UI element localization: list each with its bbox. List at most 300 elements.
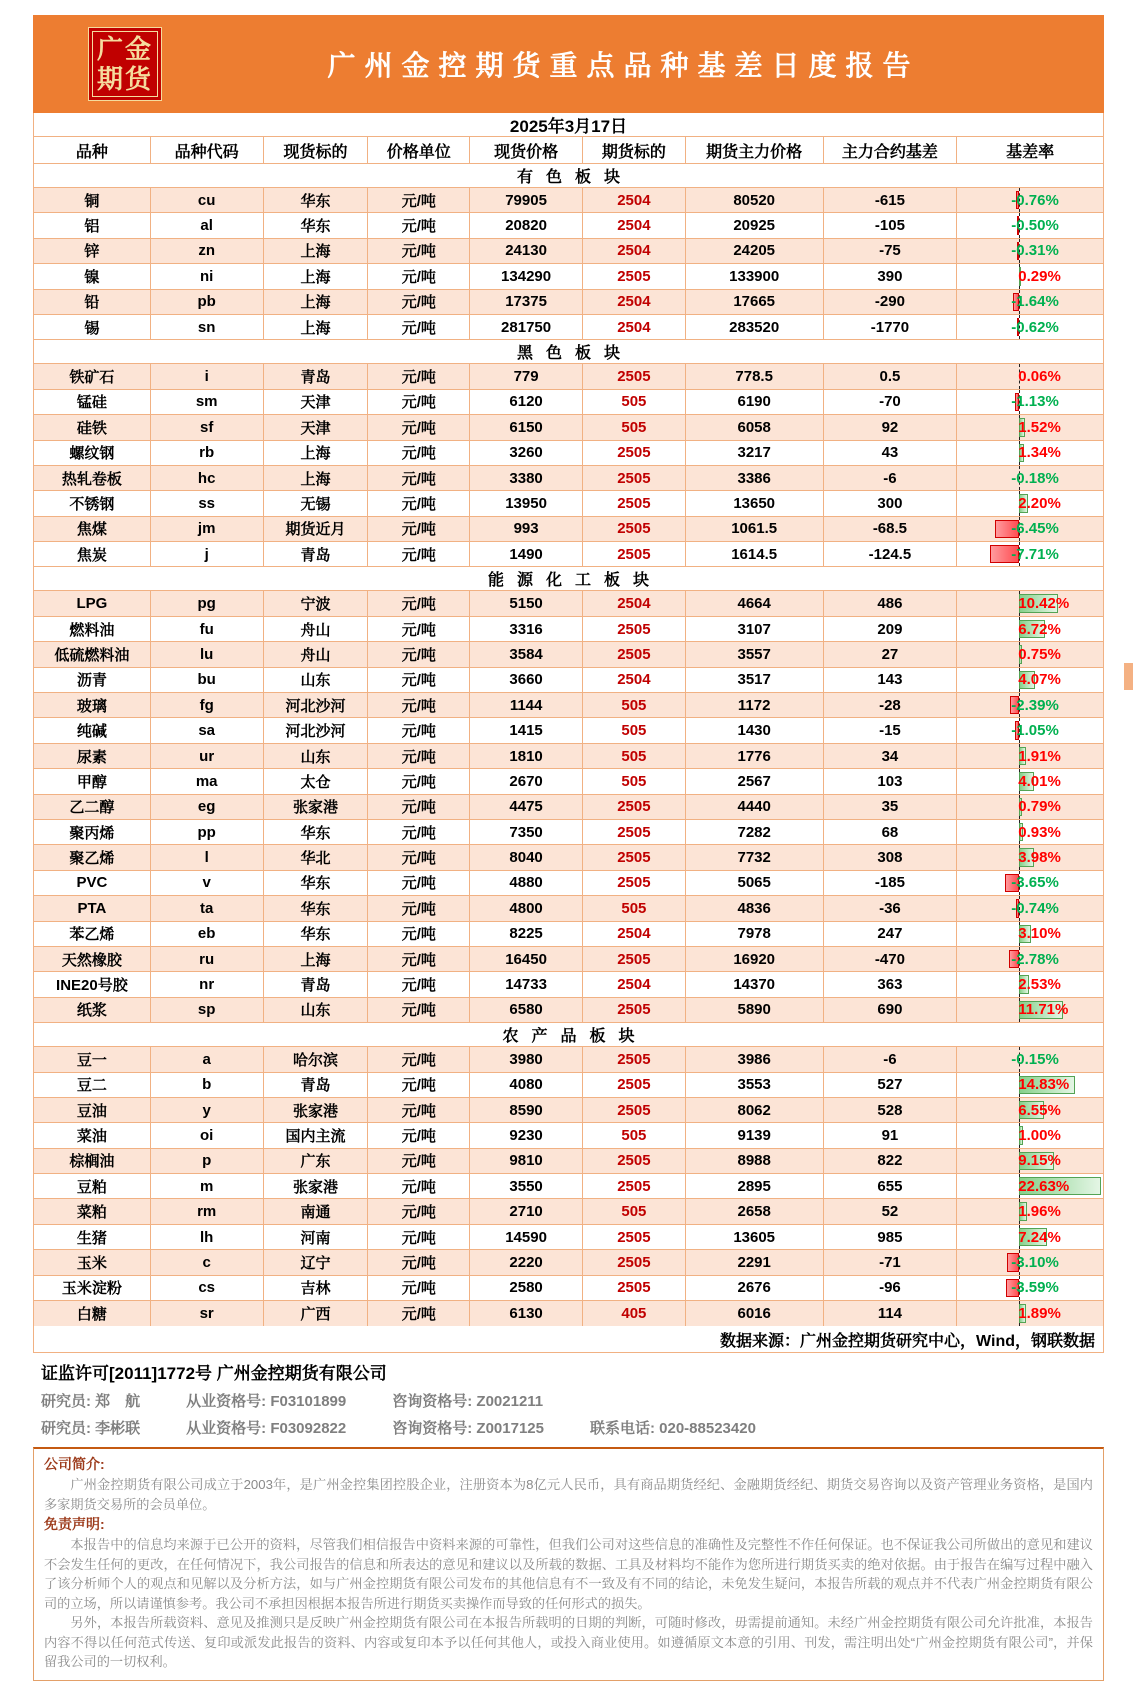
cell-unit: 元/吨 — [368, 1276, 470, 1300]
cell-futures-price: 133900 — [686, 264, 824, 288]
cell-code: l — [151, 845, 264, 869]
cell-futures-target: 2504 — [583, 188, 686, 212]
cell-unit: 元/吨 — [368, 1225, 470, 1249]
cell-basis: 143 — [824, 668, 958, 692]
cell-futures-target: 2505 — [583, 998, 686, 1022]
cell-basis: 68 — [824, 820, 958, 844]
cell-futures-target: 2505 — [583, 364, 686, 388]
basis-rate-value: -2.39% — [1011, 696, 1059, 714]
cell-variety: 聚丙烯 — [34, 820, 151, 844]
cell-spot-price: 24130 — [470, 239, 583, 263]
researcher-name: 研究员: 李彬联 — [41, 1420, 141, 1438]
cell-spot-price: 281750 — [470, 315, 583, 339]
cell-code: rb — [151, 441, 264, 465]
basis-rate-value: 11.71% — [1018, 1001, 1069, 1019]
cell-basis-rate — [957, 315, 1103, 339]
cell-spot-target: 上海 — [264, 290, 369, 314]
cell-basis-rate — [957, 896, 1103, 920]
cell-basis-rate — [957, 517, 1103, 541]
cell-spot-price: 3380 — [470, 466, 583, 490]
cell-unit: 元/吨 — [368, 290, 470, 314]
cell-futures-target: 505 — [583, 769, 686, 793]
cell-futures-price: 2567 — [686, 769, 824, 793]
cell-basis-rate — [957, 1199, 1103, 1223]
cell-spot-price: 1490 — [470, 542, 583, 566]
cell-unit: 元/吨 — [368, 415, 470, 439]
cell-basis-rate — [957, 415, 1103, 439]
col-header-basis-rate: 基差率 — [1006, 143, 1055, 161]
basis-rate-value: -2.78% — [1011, 950, 1059, 968]
cell-variety: 苯乙烯 — [34, 922, 151, 946]
table-row — [34, 795, 1103, 820]
cell-spot-target: 华东 — [264, 820, 369, 844]
cell-spot-target: 国内主流 — [264, 1123, 369, 1147]
cell-futures-target: 2504 — [583, 668, 686, 692]
cell-basis: 390 — [824, 264, 958, 288]
cell-basis: -470 — [824, 947, 958, 971]
cell-futures-price: 3217 — [686, 441, 824, 465]
cell-basis: -15 — [824, 718, 958, 742]
cell-spot-price: 3260 — [470, 441, 583, 465]
cell-basis: 300 — [824, 491, 958, 515]
basis-rate-value: 22.63% — [1018, 1177, 1070, 1195]
cell-code: p — [151, 1149, 264, 1173]
basis-rate-value: 0.29% — [1018, 267, 1061, 285]
cell-unit: 元/吨 — [368, 795, 470, 819]
cell-variety: 豆油 — [34, 1098, 151, 1122]
cell-unit: 元/吨 — [368, 998, 470, 1022]
cell-code: al — [151, 213, 264, 237]
cell-basis-rate — [957, 290, 1103, 314]
section-header-row — [34, 567, 1103, 591]
cell-futures-target: 2505 — [583, 542, 686, 566]
cell-code: v — [151, 871, 264, 895]
cell-unit: 元/吨 — [368, 390, 470, 414]
cell-spot-price: 2670 — [470, 769, 583, 793]
cell-spot-price: 14733 — [470, 972, 583, 996]
basis-rate-value: 2.20% — [1018, 494, 1061, 512]
cell-basis-rate — [957, 947, 1103, 971]
cell-futures-price: 4664 — [686, 591, 824, 615]
basis-rate-value: -0.76% — [1011, 191, 1059, 209]
basis-rate-value: 4.07% — [1018, 671, 1061, 689]
basis-rate-value: -0.50% — [1011, 217, 1059, 235]
legal-section — [33, 1447, 1104, 1681]
cell-spot-target: 山东 — [264, 744, 369, 768]
cell-futures-price: 2895 — [686, 1174, 824, 1198]
cell-code: ma — [151, 769, 264, 793]
cell-variety: 白糖 — [34, 1301, 151, 1326]
cell-basis-rate — [957, 1073, 1103, 1097]
cell-basis: 92 — [824, 415, 958, 439]
table-row — [34, 364, 1103, 389]
cell-basis-rate — [957, 1047, 1103, 1071]
cell-futures-target: 2504 — [583, 213, 686, 237]
cell-code: eg — [151, 795, 264, 819]
cell-basis: 655 — [824, 1174, 958, 1198]
cell-variety: 镍 — [34, 264, 151, 288]
cell-basis: -96 — [824, 1276, 958, 1300]
basis-rate-value: 4.01% — [1018, 772, 1061, 790]
cell-unit: 元/吨 — [368, 213, 470, 237]
cell-futures-target: 2504 — [583, 972, 686, 996]
basis-rate-value: 3.10% — [1018, 925, 1061, 943]
cell-spot-target: 华东 — [264, 922, 369, 946]
cell-futures-target: 2505 — [583, 947, 686, 971]
cell-code: rm — [151, 1199, 264, 1223]
table-header-row — [34, 137, 1103, 164]
cell-variety: 菜油 — [34, 1123, 151, 1147]
cell-spot-price: 993 — [470, 517, 583, 541]
basis-rate-value: -1.64% — [1011, 293, 1059, 311]
cell-code: sp — [151, 998, 264, 1022]
cell-unit: 元/吨 — [368, 947, 470, 971]
cell-basis: 527 — [824, 1073, 958, 1097]
cell-spot-price: 4800 — [470, 896, 583, 920]
cell-variety: 锌 — [34, 239, 151, 263]
cell-futures-target: 505 — [583, 1199, 686, 1223]
basis-rate-value: 14.83% — [1018, 1076, 1070, 1094]
table-row — [34, 1098, 1103, 1123]
cell-spot-target: 青岛 — [264, 542, 369, 566]
cell-futures-target: 2505 — [583, 1250, 686, 1274]
cell-spot-target: 华北 — [264, 845, 369, 869]
cell-variety: 甲醇 — [34, 769, 151, 793]
cell-spot-price: 5150 — [470, 591, 583, 615]
cell-basis-rate — [957, 441, 1103, 465]
table-row — [34, 491, 1103, 516]
basis-rate-value: -3.65% — [1011, 874, 1059, 892]
cell-spot-price: 8225 — [470, 922, 583, 946]
cell-basis: -28 — [824, 693, 958, 717]
cell-futures-price: 1614.5 — [686, 542, 824, 566]
cell-spot-price: 2580 — [470, 1276, 583, 1300]
researcher-line-1 — [33, 1387, 1104, 1414]
cell-variety: 豆二 — [34, 1073, 151, 1097]
col-header-spot-price: 现货价格 — [470, 137, 583, 163]
basis-rate-value: -0.18% — [1011, 469, 1059, 487]
cell-basis: 985 — [824, 1225, 958, 1249]
report-date: 2025年3月17日 — [509, 117, 628, 136]
cell-basis-rate — [957, 1098, 1103, 1122]
company-intro-label: 公司简介: — [44, 1456, 105, 1473]
basis-rate-value: 3.98% — [1018, 849, 1061, 867]
basis-rate-value: 1.91% — [1018, 747, 1061, 765]
cell-futures-target: 2505 — [583, 1073, 686, 1097]
cell-spot-price: 20820 — [470, 213, 583, 237]
table-row — [34, 1047, 1103, 1072]
table-row — [34, 972, 1103, 997]
cell-basis: -615 — [824, 188, 958, 212]
cell-variety: 铝 — [34, 213, 151, 237]
cell-futures-price: 3986 — [686, 1047, 824, 1071]
cell-variety: 焦炭 — [34, 542, 151, 566]
cell-futures-price: 7282 — [686, 820, 824, 844]
cell-basis: 103 — [824, 769, 958, 793]
cell-code: fu — [151, 617, 264, 641]
table-body — [34, 164, 1103, 1326]
cell-futures-target: 505 — [583, 390, 686, 414]
cell-basis-rate — [957, 642, 1103, 666]
basis-rate-value: 10.42% — [1018, 595, 1070, 613]
cell-basis: -6 — [824, 1047, 958, 1071]
cell-spot-price: 3316 — [470, 617, 583, 641]
cell-unit: 元/吨 — [368, 542, 470, 566]
cell-variety: 菜粕 — [34, 1199, 151, 1223]
table-row — [34, 1149, 1103, 1174]
cell-spot-price: 79905 — [470, 188, 583, 212]
cell-futures-target: 2505 — [583, 1047, 686, 1071]
cell-futures-price: 2291 — [686, 1250, 824, 1274]
cell-basis-rate — [957, 1149, 1103, 1173]
cell-code: sn — [151, 315, 264, 339]
cell-unit: 元/吨 — [368, 264, 470, 288]
basis-rate-value: -1.13% — [1011, 393, 1059, 411]
cell-spot-price: 8040 — [470, 845, 583, 869]
cell-futures-target: 2505 — [583, 1276, 686, 1300]
cell-basis-rate — [957, 1276, 1103, 1300]
basis-rate-value: -3.59% — [1011, 1279, 1059, 1297]
cell-unit: 元/吨 — [368, 1199, 470, 1223]
cell-futures-price: 24205 — [686, 239, 824, 263]
cell-basis-rate — [957, 491, 1103, 515]
cell-futures-target: 505 — [583, 1123, 686, 1147]
table-row — [34, 1250, 1103, 1275]
cell-basis: 486 — [824, 591, 958, 615]
table-row — [34, 1199, 1103, 1224]
cell-spot-price: 2220 — [470, 1250, 583, 1274]
basis-rate-value: 0.93% — [1018, 823, 1061, 841]
cell-futures-target: 2505 — [583, 871, 686, 895]
cell-futures-price: 17665 — [686, 290, 824, 314]
data-source-row — [34, 1326, 1103, 1352]
basis-rate-value: -0.31% — [1011, 242, 1059, 260]
cell-code: m — [151, 1174, 264, 1198]
cell-spot-target: 上海 — [264, 315, 369, 339]
cell-spot-target: 青岛 — [264, 364, 369, 388]
cell-spot-target: 广东 — [264, 1149, 369, 1173]
cell-futures-price: 9139 — [686, 1123, 824, 1147]
cell-basis: 363 — [824, 972, 958, 996]
cell-spot-price: 9230 — [470, 1123, 583, 1147]
cell-basis: -36 — [824, 896, 958, 920]
cell-spot-target: 上海 — [264, 264, 369, 288]
cell-unit: 元/吨 — [368, 845, 470, 869]
basis-rate-value: -0.74% — [1011, 899, 1059, 917]
cell-unit: 元/吨 — [368, 466, 470, 490]
cell-basis-rate — [957, 744, 1103, 768]
cell-unit: 元/吨 — [368, 1047, 470, 1071]
cell-futures-price: 4836 — [686, 896, 824, 920]
cell-code: sr — [151, 1301, 264, 1326]
cell-spot-target: 哈尔滨 — [264, 1047, 369, 1071]
table-row — [34, 1174, 1103, 1199]
cell-basis-rate — [957, 820, 1103, 844]
cell-spot-target: 山东 — [264, 668, 369, 692]
cell-unit: 元/吨 — [368, 972, 470, 996]
table-row — [34, 542, 1103, 567]
cell-spot-target: 南通 — [264, 1199, 369, 1223]
cell-basis: -290 — [824, 290, 958, 314]
cell-basis-rate — [957, 188, 1103, 212]
cell-spot-target: 上海 — [264, 239, 369, 263]
basis-rate-value: 1.00% — [1018, 1126, 1061, 1144]
cell-futures-target: 2505 — [583, 491, 686, 515]
cell-spot-price: 134290 — [470, 264, 583, 288]
col-header-spot-target: 现货标的 — [264, 137, 369, 163]
company-logo — [88, 27, 162, 101]
cell-basis-rate — [957, 668, 1103, 692]
researcher-line-2 — [33, 1414, 1104, 1441]
table-row — [34, 315, 1103, 340]
cell-spot-target: 张家港 — [264, 1098, 369, 1122]
cell-futures-price: 3517 — [686, 668, 824, 692]
cell-futures-target: 2505 — [583, 1225, 686, 1249]
cell-futures-target: 2504 — [583, 591, 686, 615]
practice-number: 从业资格号: F03092822 — [186, 1420, 347, 1438]
cell-basis: 35 — [824, 795, 958, 819]
report-header-band — [33, 15, 1104, 113]
cell-variety: 沥青 — [34, 668, 151, 692]
cell-futures-target: 2505 — [583, 517, 686, 541]
table-row — [34, 517, 1103, 542]
cell-basis: 308 — [824, 845, 958, 869]
table-row — [34, 264, 1103, 289]
cell-basis: -70 — [824, 390, 958, 414]
cell-spot-target: 上海 — [264, 441, 369, 465]
cell-spot-target: 期货近月 — [264, 517, 369, 541]
cell-basis: 528 — [824, 1098, 958, 1122]
cell-futures-target: 2505 — [583, 1098, 686, 1122]
cell-unit: 元/吨 — [368, 1123, 470, 1147]
cell-futures-target: 2505 — [583, 1174, 686, 1198]
cell-variety: 纸浆 — [34, 998, 151, 1022]
cell-futures-price: 8062 — [686, 1098, 824, 1122]
cell-variety: 天然橡胶 — [34, 947, 151, 971]
cell-basis: 52 — [824, 1199, 958, 1223]
table-row — [34, 642, 1103, 667]
report-date-row — [34, 113, 1103, 137]
cell-futures-price: 6058 — [686, 415, 824, 439]
cell-code: jm — [151, 517, 264, 541]
cell-spot-price: 4080 — [470, 1073, 583, 1097]
cell-basis-rate — [957, 922, 1103, 946]
section-header-row — [34, 164, 1103, 188]
cell-code: ni — [151, 264, 264, 288]
basis-rate-value: -0.15% — [1011, 1050, 1059, 1068]
table-row — [34, 947, 1103, 972]
cell-futures-target: 2505 — [583, 466, 686, 490]
cell-futures-price: 2658 — [686, 1199, 824, 1223]
disclaimer-paragraph-2: 另外，本报告所载资料、意见及推测只是反映广州金控期货有限公司在本报告所载明的日期的判断，可随时修改，毋需提前通知。未经广州金控期货有限公司允许批准，本报告内容不得以任何范式传送、复印或派发此报告的资料、内容或复印本予以任何其他人，或投入商业使用。如遵循原文本意的引用、刊发，需注明出处“广州金控期货有限公司”，并保留我公司的一切权利。 — [44, 1615, 1093, 1670]
cell-futures-price: 7978 — [686, 922, 824, 946]
table-row — [34, 718, 1103, 743]
cell-spot-price: 13950 — [470, 491, 583, 515]
cell-spot-price: 8590 — [470, 1098, 583, 1122]
cell-futures-target: 2505 — [583, 845, 686, 869]
cell-spot-price: 3660 — [470, 668, 583, 692]
cell-variety: 铅 — [34, 290, 151, 314]
cell-code: i — [151, 364, 264, 388]
logo-line-2: 期货 — [96, 64, 153, 94]
cell-code: eb — [151, 922, 264, 946]
cell-spot-target: 无锡 — [264, 491, 369, 515]
cell-futures-price: 20925 — [686, 213, 824, 237]
cell-basis: 27 — [824, 642, 958, 666]
table-row — [34, 845, 1103, 870]
cell-spot-price: 1415 — [470, 718, 583, 742]
researcher-name: 研究员: 郑 航 — [41, 1393, 141, 1411]
cell-unit: 元/吨 — [368, 1073, 470, 1097]
cell-basis-rate — [957, 239, 1103, 263]
cell-futures-price: 2676 — [686, 1276, 824, 1300]
cell-variety: 棕榈油 — [34, 1149, 151, 1173]
cell-futures-target: 405 — [583, 1301, 686, 1326]
cell-spot-price: 3584 — [470, 642, 583, 666]
cell-unit: 元/吨 — [368, 718, 470, 742]
cell-basis: -185 — [824, 871, 958, 895]
cell-spot-target: 天津 — [264, 415, 369, 439]
basis-rate-value: 9.15% — [1018, 1152, 1061, 1170]
basis-rate-value: 1.89% — [1018, 1305, 1061, 1323]
cell-basis-rate — [957, 718, 1103, 742]
cell-basis-rate — [957, 1123, 1103, 1147]
cell-basis-rate — [957, 364, 1103, 388]
cell-basis: -68.5 — [824, 517, 958, 541]
cell-variety: 尿素 — [34, 744, 151, 768]
cell-futures-price: 80520 — [686, 188, 824, 212]
cell-unit: 元/吨 — [368, 1149, 470, 1173]
cell-unit: 元/吨 — [368, 591, 470, 615]
cell-spot-price: 3550 — [470, 1174, 583, 1198]
cell-variety: 乙二醇 — [34, 795, 151, 819]
col-header-futures-price: 期货主力价格 — [686, 137, 824, 163]
cell-code: sm — [151, 390, 264, 414]
cell-futures-target: 2505 — [583, 441, 686, 465]
table-row — [34, 998, 1103, 1023]
cell-futures-price: 13605 — [686, 1225, 824, 1249]
cell-futures-price: 7732 — [686, 845, 824, 869]
cell-futures-target: 2505 — [583, 820, 686, 844]
cell-basis: 114 — [824, 1301, 958, 1326]
practice-number: 从业资格号: F03101899 — [186, 1393, 347, 1411]
section-title: 农产品板块 — [502, 1028, 648, 1046]
cell-code: c — [151, 1250, 264, 1274]
cell-code: bu — [151, 668, 264, 692]
cell-basis: -6 — [824, 466, 958, 490]
table-row — [34, 1073, 1103, 1098]
basis-rate-value: -7.71% — [1011, 545, 1059, 563]
cell-futures-target: 2505 — [583, 617, 686, 641]
disclaimer-paragraph-1: 本报告中的信息均来源于已公开的资料，尽管我们相信报告中资料来源的可靠性，但我们公司对这些信息的准确性及完整性不作任何保证。也不保证我公司所做出的意见和建议不会发生任何的更改，在任何情况下，我公司报告的信息和所表达的意见和建议以及所载的数据、工具及材料均不能作为您所进行期货买卖的绝对依据。由于报告在编写过程中融入了该分析师个人的观点和见解以及分析方法，如与广州金控期货有限公司发布的其他信息有不一致及有不同的结论，未免发生疑问，本报告所载的观点并不代表广州金控期货有限公司的立场，所以请谨慎参考。我公司不承担因根据本报告所进行期货买卖操作而导致的任何形式的损失。 — [44, 1537, 1093, 1611]
cell-futures-target: 2505 — [583, 1149, 686, 1173]
cell-code: cs — [151, 1276, 264, 1300]
basis-rate-value: 1.52% — [1018, 418, 1061, 436]
cell-futures-target: 505 — [583, 415, 686, 439]
cell-basis: -71 — [824, 1250, 958, 1274]
cell-unit: 元/吨 — [368, 364, 470, 388]
cell-futures-price: 3386 — [686, 466, 824, 490]
advisory-number: 咨询资格号: Z0017125 — [392, 1420, 544, 1438]
cell-code: b — [151, 1073, 264, 1097]
table-row — [34, 1276, 1103, 1301]
cell-basis-rate — [957, 795, 1103, 819]
table-row — [34, 466, 1103, 491]
cell-spot-target: 青岛 — [264, 972, 369, 996]
cell-basis-rate — [957, 1174, 1103, 1198]
cell-basis-rate — [957, 998, 1103, 1022]
cell-spot-price: 6580 — [470, 998, 583, 1022]
